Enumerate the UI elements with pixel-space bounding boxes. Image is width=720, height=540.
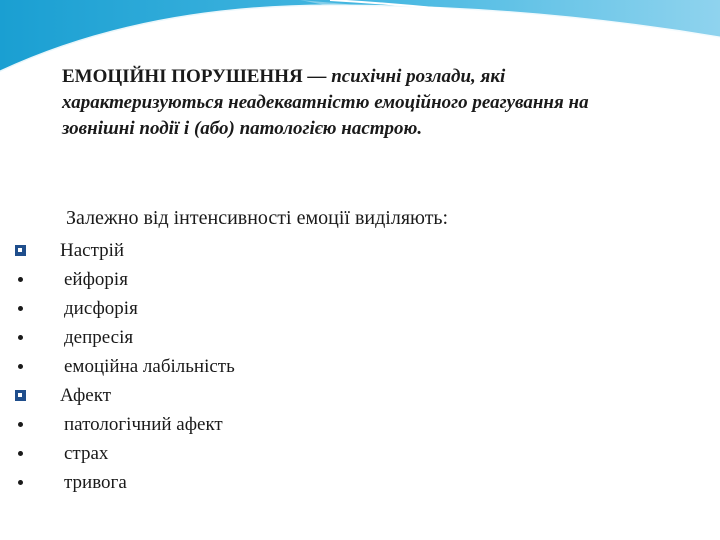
- list-item: [14, 323, 235, 352]
- bullet-icon: [18, 480, 23, 485]
- definition-term: ЕМОЦІЙНІ ПОРУШЕННЯ: [62, 66, 303, 87]
- square-bullet-icon: [15, 390, 26, 401]
- list-item: [14, 410, 235, 439]
- list-category-label: Афект: [60, 385, 112, 406]
- list-item-label: емоційна лабільність: [64, 356, 235, 377]
- bullet-icon: [18, 277, 23, 282]
- list-item-label: страх: [64, 443, 109, 464]
- list-item-label: тривога: [64, 472, 127, 493]
- list-item-label: ейфорія: [64, 269, 128, 290]
- list-category: [14, 381, 235, 410]
- list-category: [14, 236, 235, 265]
- bullet-icon: [18, 422, 23, 427]
- list-item: [14, 439, 235, 468]
- square-bullet-icon: [15, 245, 26, 256]
- bullet-icon: [18, 451, 23, 456]
- list-category-label: Настрій: [60, 240, 125, 261]
- definition-text: — психічні розлади, які характеризуються неадекватністю емоційного реагування на зовнішні події і (або) патологією настрою.: [62, 66, 589, 139]
- list-item-label: дисфорія: [64, 298, 138, 319]
- list-item: [14, 352, 235, 381]
- emotion-classification-list: [14, 236, 235, 497]
- bullet-icon: [18, 335, 23, 340]
- list-item-label: патологічний афект: [64, 414, 223, 435]
- list-item: [14, 265, 235, 294]
- list-item-label: депресія: [64, 327, 134, 348]
- classification-intro: Залежно від інтенсивності емоції виділяють:: [66, 207, 449, 229]
- bullet-icon: [18, 364, 23, 369]
- list-item: [14, 468, 235, 497]
- list-item: [14, 294, 235, 323]
- definition-paragraph: [62, 64, 662, 142]
- bullet-icon: [18, 306, 23, 311]
